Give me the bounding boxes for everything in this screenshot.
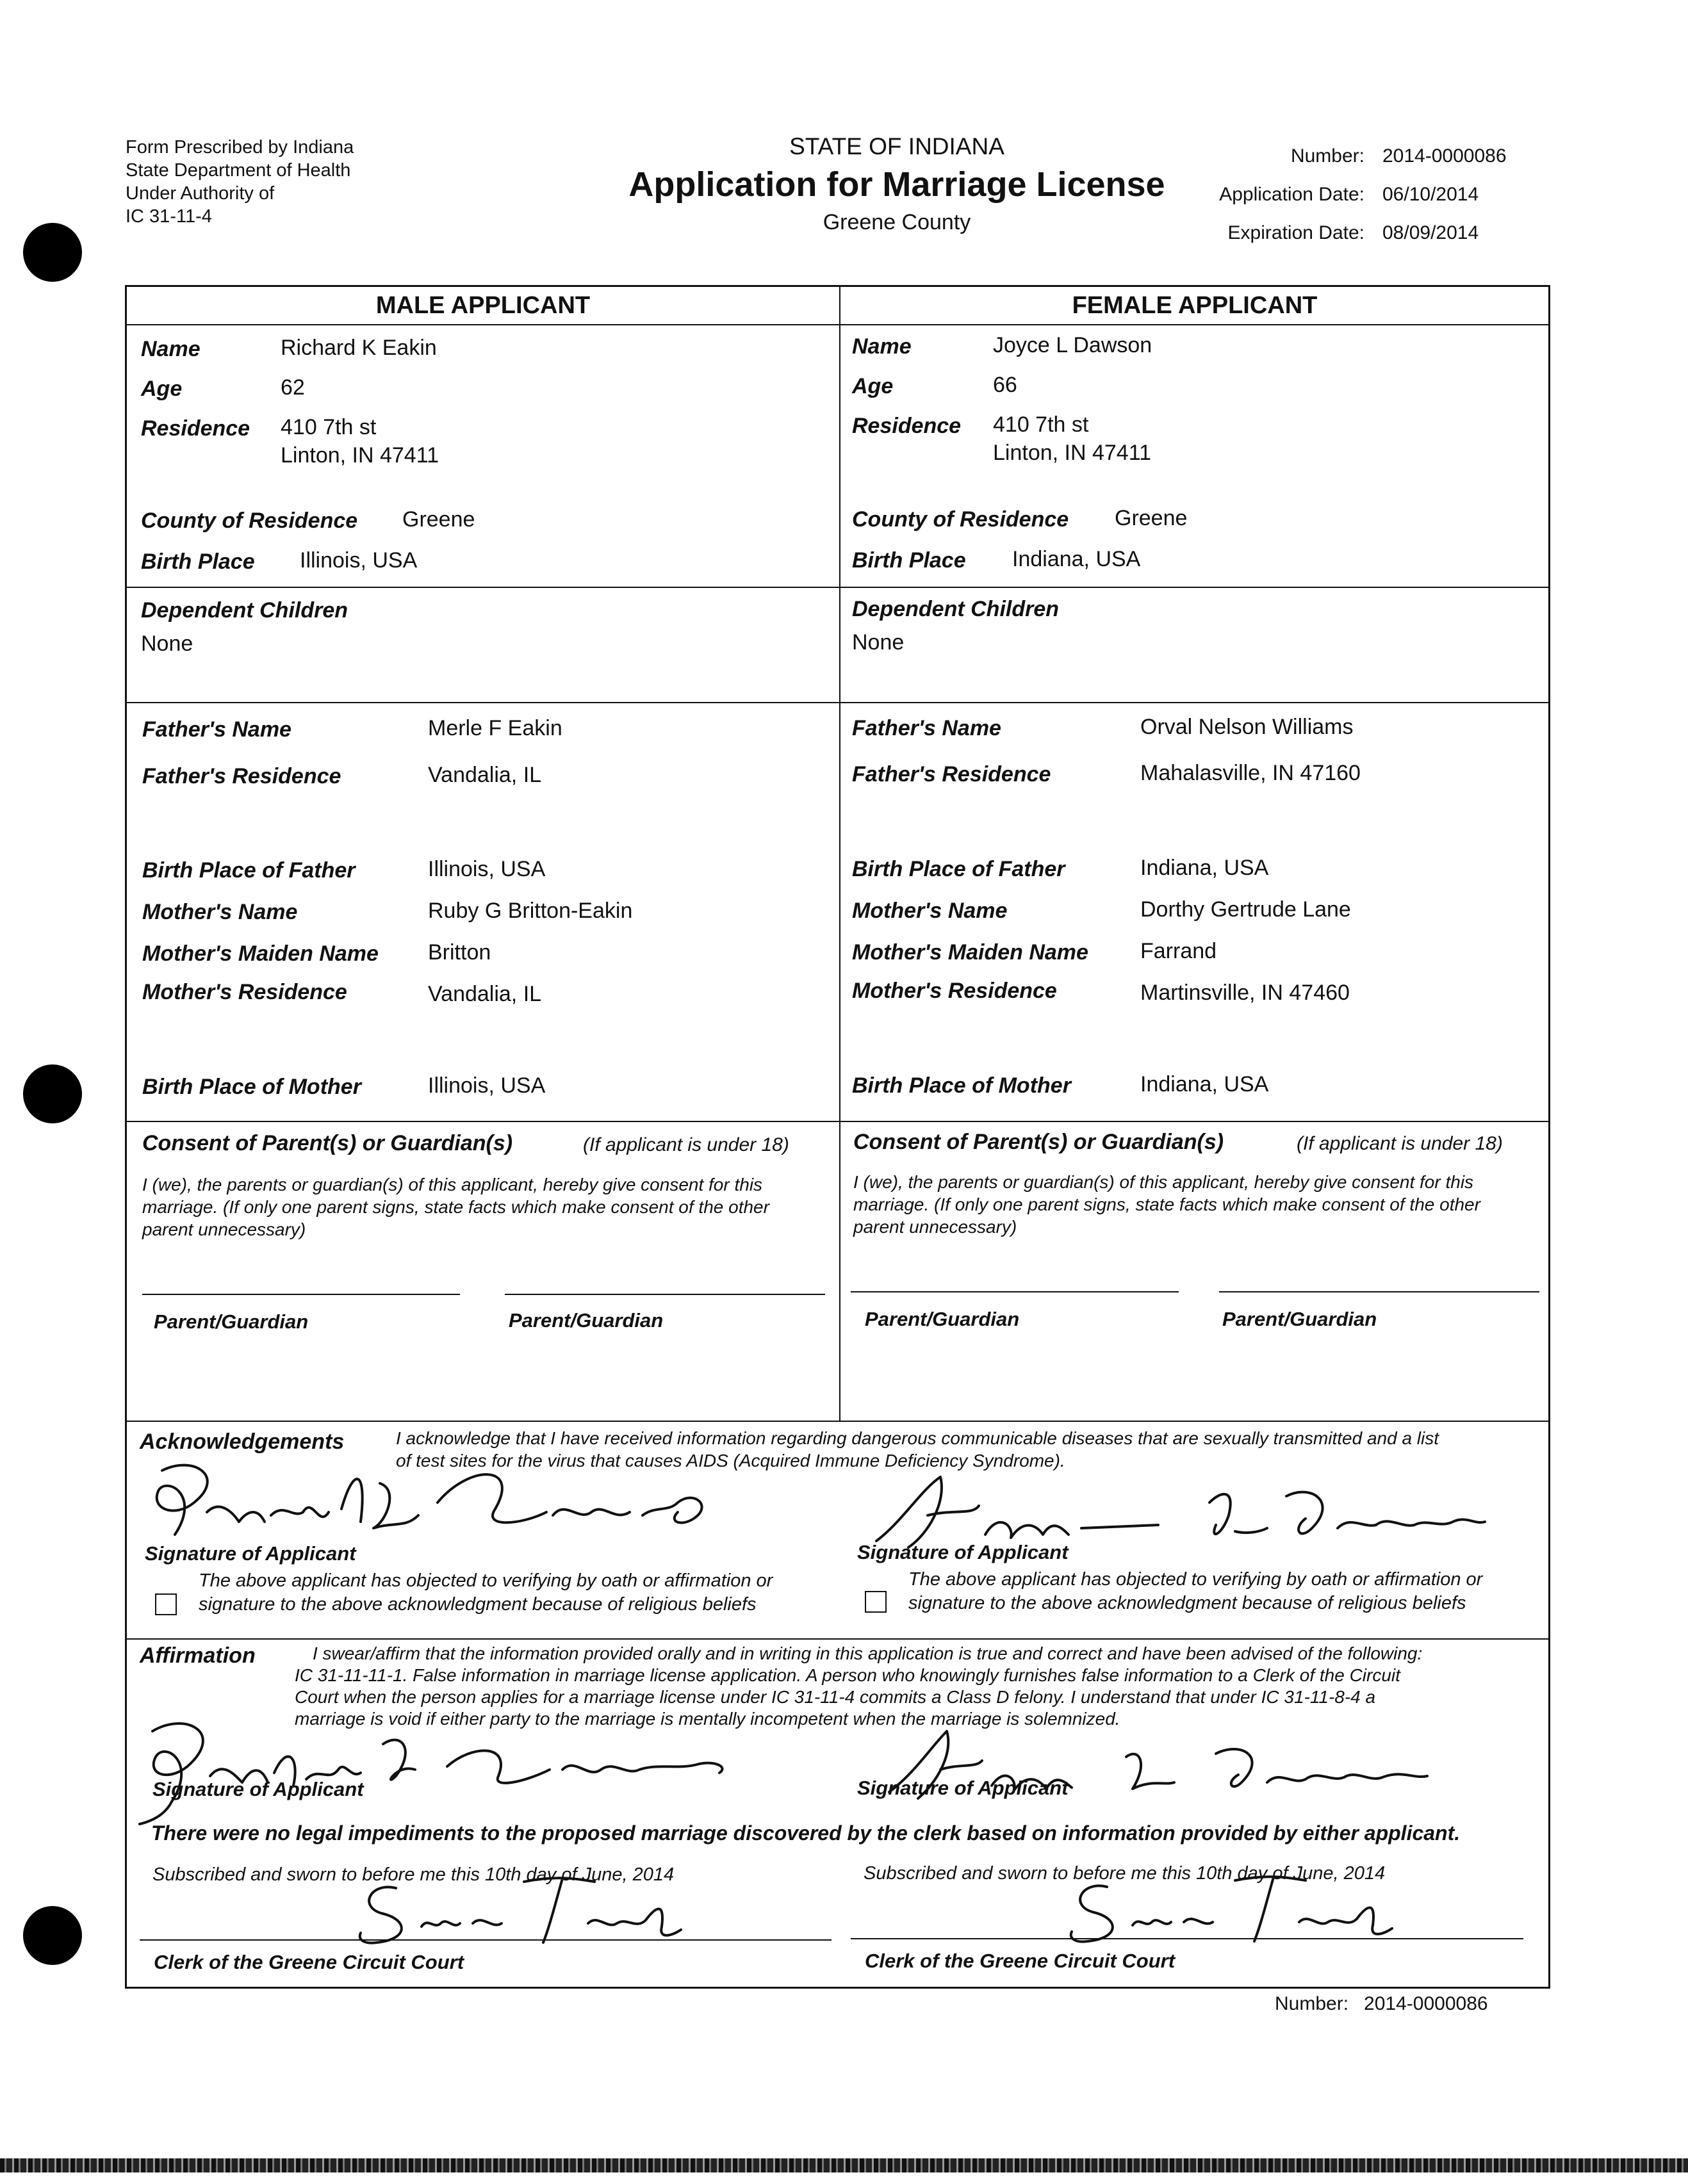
footer-number-row <box>1275 1993 1488 2015</box>
male-consent-note: (If applicant is under 18) <box>583 1134 789 1155</box>
male-acknowledgement-signature-label: Signature of Applicant <box>145 1542 356 1565</box>
male-mothers-residence-label: Mother's Residence <box>142 980 347 1004</box>
punch-hole-top <box>23 223 82 282</box>
female-sworn-statement: Subscribed and sworn to before me this 10th day of June, 2014 <box>864 1863 1386 1884</box>
male-birth-place: Illinois, USA <box>300 548 418 573</box>
affirmation-text-line4: marriage is void if either party to the marriage is mentally incompetent when the marriage is solemnized. <box>295 1709 1120 1729</box>
female-dependent-children: None <box>852 630 905 655</box>
female-birth-place: Indiana, USA <box>1012 547 1141 571</box>
male-residence-line2: Linton, IN 47411 <box>281 443 439 468</box>
affirmation-title: Affirmation <box>140 1643 256 1668</box>
male-objection-text-line1: The above applicant has objected to verifying by oath or affirmation or <box>199 1570 773 1591</box>
affirmation-text-line1: I swear/affirm that the information provided orally and in writing in this application is true and correct and have been advised of the following: <box>313 1643 1423 1663</box>
male-name-label: Name <box>141 337 201 361</box>
divider <box>127 324 1549 325</box>
female-county: Greene <box>1115 506 1188 530</box>
punch-hole-middle <box>23 1064 82 1123</box>
male-parent-signature-line-1 <box>142 1294 460 1295</box>
male-parent-signature-line-2 <box>505 1294 825 1295</box>
female-consent-text: I (we), the parents or guardian(s) of this applicant, hereby give consent for this marriage. (If only one parent signs, state facts which make consent of the other parent unnecessary) <box>853 1172 1480 1237</box>
prescribed-line: IC 31-11-4 <box>126 206 212 227</box>
application-date-label: Application Date: <box>1219 184 1364 205</box>
male-clerk-label: Clerk of the Greene Circuit Court <box>154 1951 464 1973</box>
state-name: STATE OF INDIANA <box>789 133 1004 159</box>
female-birth-place-mother-label: Birth Place of Mother <box>852 1073 1071 1098</box>
female-birth-place-father: Indiana, USA <box>1140 856 1269 880</box>
male-county-label: County of Residence <box>141 509 358 533</box>
male-consent-text: I (we), the parents or guardian(s) of this applicant, hereby give consent for this marriage. (If only one parent signs, state facts which make consent of the other parent unnecessary) <box>142 1175 769 1239</box>
female-parent-signature-line-1 <box>851 1291 1179 1292</box>
female-age-label: Age <box>852 374 894 398</box>
male-affirmation-signature-label: Signature of Applicant <box>152 1778 364 1800</box>
female-dependent-children-label: Dependent Children <box>852 597 1060 621</box>
female-affirmation-signature-label: Signature of Applicant <box>857 1777 1069 1799</box>
acknowledgements-text-line2: of test sites for the virus that causes AIDS (Acquired Immune Deficiency Syndrome). <box>396 1451 1065 1471</box>
affirmation-text-line3: Court when the person applies for a marriage license under IC 31-11-4 commits a Class D felony. I understand that under IC 31-11-8-4 a <box>295 1687 1376 1707</box>
prescribed-line: Under Authority of <box>126 183 275 204</box>
male-clerk-signature-line <box>140 1939 832 1941</box>
expiration-date: 08/09/2014 <box>1382 222 1479 243</box>
female-residence-line1: 410 7th st <box>993 412 1089 437</box>
male-birth-place-father: Illinois, USA <box>428 857 546 881</box>
male-sworn-statement: Subscribed and sworn to before me this 10th day of June, 2014 <box>152 1864 675 1885</box>
male-objection-checkbox[interactable] <box>155 1593 177 1615</box>
male-consent-title: Consent of Parent(s) or Guardian(s) <box>142 1131 513 1155</box>
female-name: Joyce L Dawson <box>993 333 1152 357</box>
female-mothers-name: Dorthy Gertrude Lane <box>1140 897 1351 922</box>
female-parent-signature-line-2 <box>1219 1291 1539 1292</box>
female-mothers-residence: Martinsville, IN 47460 <box>1140 981 1350 1005</box>
male-age: 62 <box>281 375 305 400</box>
male-age-label: Age <box>141 377 183 401</box>
male-residence-line1: 410 7th st <box>281 415 377 439</box>
female-birth-place-label: Birth Place <box>852 548 966 573</box>
male-fathers-residence-label: Father's Residence <box>142 764 341 788</box>
female-parent-guardian-label-1: Parent/Guardian <box>865 1308 1020 1330</box>
female-residence-label: Residence <box>852 414 962 438</box>
punch-hole-bottom <box>23 1906 82 1965</box>
divider <box>127 1121 1549 1122</box>
divider <box>127 702 1549 703</box>
divider <box>127 587 1549 588</box>
male-name: Richard K Eakin <box>281 336 437 360</box>
female-birth-place-mother: Indiana, USA <box>1140 1072 1269 1096</box>
male-affirmation-signature <box>114 1706 742 1834</box>
male-parent-guardian-label-2: Parent/Guardian <box>509 1309 664 1332</box>
male-mothers-maiden-name-label: Mother's Maiden Name <box>142 941 379 966</box>
expiration-date-label: Expiration Date: <box>1227 222 1364 243</box>
application-form <box>125 285 1550 1989</box>
divider <box>127 1421 1549 1422</box>
acknowledgements-text-line1: I acknowledge that I have received information regarding dangerous communicable diseases that are sexually transmitted and a list <box>396 1428 1439 1448</box>
male-mothers-name-label: Mother's Name <box>142 900 298 924</box>
female-name-label: Name <box>852 334 912 359</box>
male-birth-place-father-label: Birth Place of Father <box>142 858 356 883</box>
male-fathers-name-label: Father's Name <box>142 717 291 742</box>
female-objection-text-line1: The above applicant has objected to verifying by oath or affirmation or <box>908 1569 1483 1590</box>
male-parent-guardian-label-1: Parent/Guardian <box>154 1310 309 1333</box>
county-name: Greene County <box>823 210 971 234</box>
expiration-date-row <box>1147 214 1507 252</box>
female-objection-text-line2: signature to the above acknowledgment because of religious beliefs <box>908 1593 1466 1613</box>
female-age: 66 <box>993 373 1017 397</box>
male-birth-place-label: Birth Place <box>141 550 255 574</box>
male-birth-place-mother: Illinois, USA <box>428 1073 546 1098</box>
footer-number-label: Number: <box>1275 1993 1349 2014</box>
female-fathers-name: Orval Nelson Williams <box>1140 715 1354 739</box>
female-acknowledgement-signature-label: Signature of Applicant <box>857 1541 1069 1563</box>
application-info <box>1147 137 1507 252</box>
prescribed-line: Form Prescribed by Indiana <box>126 137 354 158</box>
female-objection-checkbox[interactable] <box>865 1591 887 1613</box>
male-dependent-children-label: Dependent Children <box>141 598 348 623</box>
male-objection-text-line2: signature to the above acknowledgment because of religious beliefs <box>199 1594 757 1615</box>
female-affirmation-signature <box>857 1718 1498 1814</box>
female-county-label: County of Residence <box>852 507 1069 532</box>
male-mothers-name: Ruby G Britton-Eakin <box>428 899 633 923</box>
female-birth-place-father-label: Birth Place of Father <box>852 857 1065 881</box>
female-applicant-heading: FEMALE APPLICANT <box>1072 292 1318 319</box>
affirmation-text-line2: IC 31-11-11-1. False information in marriage license application. A person who knowingly furnishes false information to a Clerk of the Circuit <box>295 1665 1400 1685</box>
female-consent-note: (If applicant is under 18) <box>1297 1133 1503 1154</box>
male-county: Greene <box>402 507 475 532</box>
male-fathers-name: Merle F Eakin <box>428 716 562 740</box>
scan-edge-strip <box>0 2158 1688 2172</box>
number-row <box>1147 137 1507 175</box>
acknowledgements-title: Acknowledgements <box>140 1430 345 1454</box>
application-date: 06/10/2014 <box>1382 184 1479 205</box>
column-divider <box>839 287 840 1421</box>
number-label: Number: <box>1290 145 1364 167</box>
female-parent-guardian-label-2: Parent/Guardian <box>1222 1308 1377 1330</box>
male-dependent-children: None <box>141 632 193 656</box>
female-mothers-maiden-name-label: Mother's Maiden Name <box>852 940 1088 965</box>
female-consent-title: Consent of Parent(s) or Guardian(s) <box>853 1130 1224 1154</box>
footer-application-number: 2014-0000086 <box>1364 1993 1488 2014</box>
document-title: Application for Marriage License <box>628 165 1165 204</box>
application-number: 2014-0000086 <box>1382 145 1507 167</box>
male-mothers-maiden-name: Britton <box>428 940 491 965</box>
female-mothers-maiden-name: Farrand <box>1140 939 1217 963</box>
male-applicant-heading: MALE APPLICANT <box>375 292 591 319</box>
male-residence-label: Residence <box>141 416 250 441</box>
female-clerk-label: Clerk of the Greene Circuit Court <box>865 1950 1176 1972</box>
female-mothers-name-label: Mother's Name <box>852 899 1008 923</box>
prescribed-line: State Department of Health <box>126 160 351 181</box>
female-fathers-residence: Mahalasville, IN 47160 <box>1140 761 1361 785</box>
male-birth-place-mother-label: Birth Place of Mother <box>142 1075 361 1099</box>
male-mothers-residence: Vandalia, IL <box>428 982 542 1006</box>
female-fathers-name-label: Father's Name <box>852 716 1001 740</box>
female-mothers-residence-label: Mother's Residence <box>852 979 1057 1003</box>
application-date-row <box>1147 175 1507 214</box>
male-fathers-residence: Vandalia, IL <box>428 763 542 787</box>
female-fathers-residence-label: Father's Residence <box>852 762 1051 786</box>
female-clerk-signature-line <box>851 1938 1523 1939</box>
form-prescribed-block <box>126 136 354 228</box>
divider <box>127 1638 1549 1640</box>
no-impediments-statement: There were no legal impediments to the proposed marriage discovered by the clerk based on information provided by either applicant. <box>151 1821 1461 1845</box>
female-residence-line2: Linton, IN 47411 <box>993 441 1151 465</box>
